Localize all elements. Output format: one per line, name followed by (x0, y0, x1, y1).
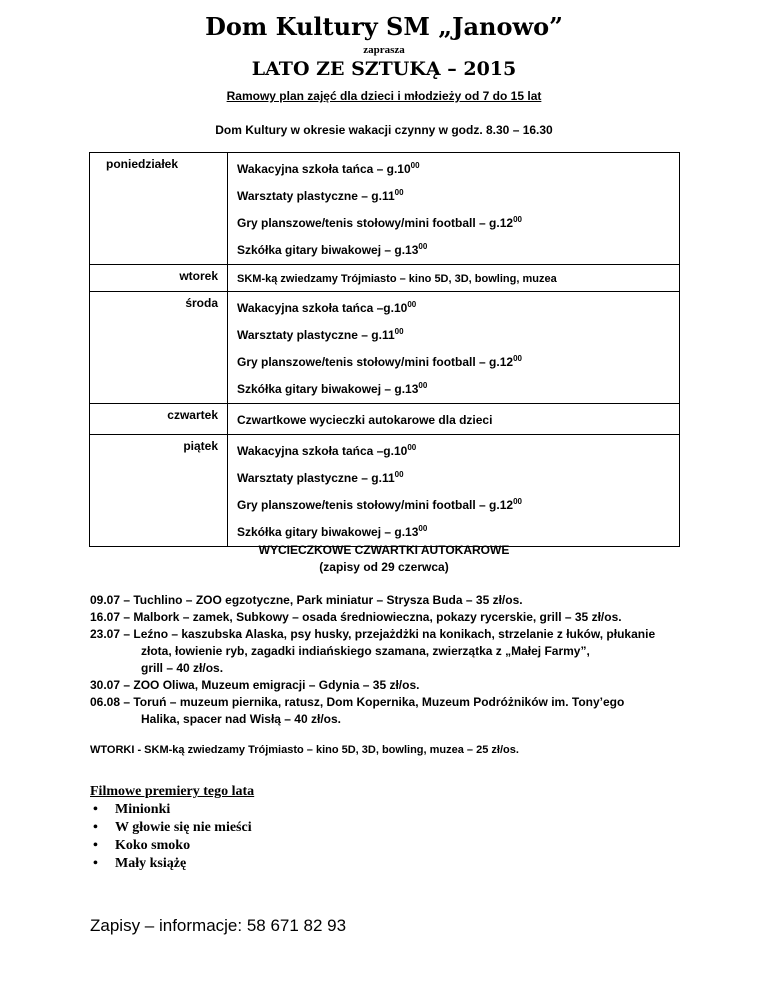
activities-cell (228, 153, 680, 265)
activity-line: Warsztaty plastyczne – $g.11^{00}$ (237, 188, 404, 203)
trip-line: 16.07 – Malbork – zamek, Subkowy – osada średniowieczna, pokazy rycerskie, grill – 35 zł/os. (90, 610, 622, 624)
activity-line: Gry planszowe/tenis stołowy/mini football – $g.12^{00}$ (237, 354, 522, 369)
list-item: • W głowie się nie mieści (90, 819, 254, 837)
trips-heading: WYCIECZKOWE CZWARTKI AUTOKAROWE (258, 543, 510, 557)
trip-line: 09.07 – Tuchlino – ZOO egzotyczne, Park miniatur – Strysza Buda – 35 zł/os. (90, 593, 523, 607)
activity-line: Warsztaty plastyczne – $g.11^{00}$ (237, 470, 404, 485)
day-label: środa (90, 292, 228, 404)
tuesdays-note: WTORKI - SKM-ką zwiedzamy Trójmiasto – kino 5D, 3D, bowling, muzea – 25 zł/os. (90, 744, 519, 756)
activity-line: SKM-ką zwiedzamy Trójmiasto – kino 5D, 3D, bowling, muzea (237, 273, 557, 285)
activities-cell (228, 404, 680, 435)
films-heading: Filmowe premiery tego lata (90, 784, 255, 799)
activity-line: Wakacyjna szkoła tańca – $g.10^{00}$ (237, 161, 420, 176)
activities-cell (228, 435, 680, 547)
activity-line: Warsztaty plastyczne – $g.11^{00}$ (237, 327, 404, 342)
trip-line: Halika, spacer nad Wisłą – 40 zł/os. (141, 712, 341, 726)
page-title: Dom Kultury SM „Janowo” (205, 12, 563, 41)
films-list (90, 801, 254, 873)
page-subtitle: zaprasza (363, 44, 405, 56)
activity-line: Gry planszowe/tenis stołowy/mini football – $g.12^{00}$ (237, 497, 522, 512)
activities-cell (228, 265, 680, 292)
list-item: • Koko smoko (90, 837, 254, 855)
schedule-row-friday (90, 435, 680, 547)
day-label: czwartek (90, 404, 228, 435)
trip-line: grill – 40 zł/os. (141, 661, 224, 675)
contact-info: Zapisy – informacje: 58 671 82 93 (90, 916, 347, 935)
opening-hours: Dom Kultury w okresie wakacji czynny w godz. 8.30 – 16.30 (215, 123, 553, 137)
trips-subheading: (zapisy od 29 czerwca) (319, 560, 449, 574)
list-item: • Mały książę (90, 855, 254, 873)
trip-line: 06.08 – Toruń – muzeum piernika, ratusz, Dom Kopernika, Muzeum Podróżników im. Tony’ego (90, 695, 625, 709)
trip-line: złota, łowienie ryb, zagadki indiańskiego szamana, zwierzątka z „Małej Farmy”, (141, 644, 590, 658)
schedule-row-monday (90, 153, 680, 265)
day-label: piątek (90, 435, 228, 547)
activity-line: Wakacyjna szkoła tańca $-g.10^{00}$ (237, 443, 417, 458)
trip-line: 23.07 – Leźno – kaszubska Alaska, psy husky, przejażdżki na konikach, strzelanie z łuków, płukanie (90, 627, 656, 641)
day-label: poniedziałek (90, 153, 228, 265)
schedule-table (89, 152, 680, 547)
schedule-row-thursday (90, 404, 680, 435)
list-item: • Minionki (90, 801, 254, 819)
films-section (90, 782, 254, 873)
trip-line: 30.07 – ZOO Oliwa, Muzeum emigracji – Gdynia – 35 zł/os. (90, 678, 420, 692)
schedule-row-wednesday (90, 292, 680, 404)
activity-line: Gry planszowe/tenis stołowy/mini football – $g.12^{00}$ (237, 215, 522, 230)
activities-cell (228, 292, 680, 404)
schedule-row-tuesday (90, 265, 680, 292)
activity-line: Czwartkowe wycieczki autokarowe dla dzieci (237, 413, 493, 427)
day-label: wtorek (90, 265, 228, 292)
activity-line: Szkółka gitary biwakowej – $g.13^{00}$ (237, 381, 428, 396)
activity-line: Wakacyjna szkoła tańca $-g.10^{00}$ (237, 300, 417, 315)
activity-line: Szkółka gitary biwakowej – $g.13^{00}$ (237, 242, 428, 257)
activity-line: Szkółka gitary biwakowej – $g.13^{00}$ (237, 524, 428, 539)
trips-heading-block (0, 542, 768, 576)
program-title: LATO ZE SZTUKĄ – 2015 (251, 58, 517, 80)
trips-list (90, 592, 750, 728)
program-tagline: Ramowy plan zajęć dla dzieci i młodzieży od 7 do 15 lat (226, 89, 542, 103)
